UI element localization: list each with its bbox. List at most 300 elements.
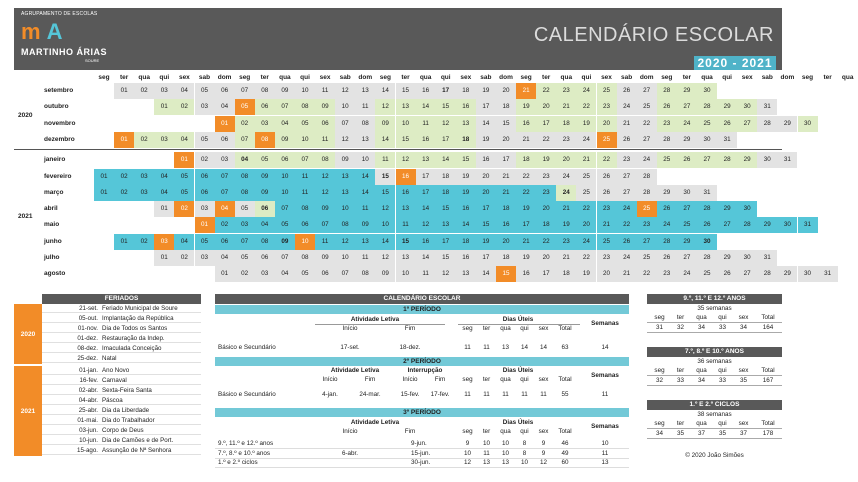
- day-cell: 21: [617, 266, 637, 282]
- weekday-header: qua: [701, 74, 713, 81]
- day-cell: 15: [456, 152, 476, 168]
- day-cell: 02: [174, 201, 194, 217]
- end-date: 9-jun.: [411, 440, 427, 447]
- day-cell: 25: [697, 116, 717, 132]
- day-cell: 13: [436, 217, 456, 233]
- weeks-header-cell: qui: [718, 314, 727, 321]
- end-label: Fim: [364, 376, 376, 383]
- weeks-value-cell: 178: [762, 430, 774, 437]
- weekday-header: sab: [198, 74, 211, 81]
- weeks-value-cell: 37: [739, 430, 747, 437]
- period-title: 2º PERÍODO: [215, 357, 629, 366]
- day-cell: 10: [355, 152, 375, 168]
- day-cell: 22: [576, 99, 596, 115]
- start-label: Início: [322, 376, 338, 383]
- year-label: 2020: [18, 111, 33, 119]
- day-cell: 23: [657, 116, 677, 132]
- day-cell: 30: [798, 116, 818, 132]
- day-cell: 14: [416, 99, 436, 115]
- day-cell: 28: [737, 217, 757, 233]
- day-cell: 15: [396, 132, 416, 148]
- day-cell: 02: [235, 266, 255, 282]
- weekday-label: ter: [482, 325, 491, 332]
- holiday-name: Dia de Todos os Santos: [102, 325, 168, 332]
- day-cell: 14: [416, 201, 436, 217]
- day-cell: 17: [436, 83, 456, 99]
- end-date: 15-jun.: [411, 449, 431, 457]
- day-cell: 26: [677, 152, 697, 168]
- day-cell: 25: [657, 152, 677, 168]
- month-row: [14, 266, 832, 282]
- holiday-row: [42, 376, 201, 385]
- day-cell: 22: [617, 217, 637, 233]
- holiday-name: Dia da Liberdade: [102, 407, 150, 414]
- day-cell: 02: [215, 217, 235, 233]
- day-cell: 10: [396, 266, 416, 282]
- calendar-grid: [14, 72, 854, 284]
- day-cell: 14: [436, 152, 456, 168]
- day-cell: 10: [375, 217, 395, 233]
- total-label: Total: [558, 325, 572, 332]
- day-cell: 26: [617, 83, 637, 99]
- day-cell: 07: [315, 217, 335, 233]
- weekday-count: 14: [539, 344, 547, 351]
- day-cell: 26: [717, 266, 737, 282]
- weeks-value-cell: 164: [762, 324, 774, 331]
- day-cell: 10: [295, 83, 315, 99]
- day-cell: 03: [255, 266, 275, 282]
- weeks-total: 35 semanas: [697, 305, 732, 312]
- holiday-date: 01-mai.: [77, 417, 98, 424]
- day-cell: 29: [677, 83, 697, 99]
- day-cell: 18: [516, 152, 536, 168]
- day-cell: 17: [476, 201, 496, 217]
- holiday-name: Ano Novo: [102, 367, 130, 374]
- day-cell: 02: [114, 185, 134, 201]
- day-cell: 16: [416, 83, 436, 99]
- day-cell: 15: [436, 99, 456, 115]
- weekday-count: 9: [541, 449, 546, 457]
- day-cell: 25: [597, 234, 617, 250]
- total-days: 46: [561, 440, 569, 447]
- day-cell: 28: [637, 185, 657, 201]
- day-cell: 19: [476, 132, 496, 148]
- weekday-count: 11: [502, 391, 509, 398]
- day-cell: 10: [275, 185, 295, 201]
- day-cell: 06: [315, 266, 335, 282]
- day-cell: 22: [536, 234, 556, 250]
- day-cell: 25: [597, 83, 617, 99]
- weekday-count: 11: [483, 391, 490, 398]
- weeks-header-cell: ter: [676, 367, 685, 374]
- day-cell: 31: [798, 217, 818, 233]
- day-cell: 15: [396, 234, 416, 250]
- divider: [647, 428, 782, 429]
- day-cell: 09: [375, 116, 395, 132]
- period-label: 9.º, 11.º e 12.º anos: [218, 440, 274, 447]
- day-cell: 01: [154, 201, 174, 217]
- weekday-label: seg: [462, 325, 473, 332]
- day-cell: 03: [134, 185, 154, 201]
- day-cell: 16: [456, 99, 476, 115]
- weekday-header: ter: [260, 74, 269, 81]
- copyright: © 2020 João Simões: [685, 452, 744, 459]
- weeks-value-cell: 35: [676, 430, 684, 437]
- day-cell: 08: [235, 185, 255, 201]
- day-cell: 12: [436, 266, 456, 282]
- day-cell: 06: [215, 132, 235, 148]
- day-cell: 19: [536, 152, 556, 168]
- day-cell: 28: [657, 234, 677, 250]
- day-cell: 13: [396, 201, 416, 217]
- day-cell: 17: [436, 234, 456, 250]
- day-cell: 17: [516, 217, 536, 233]
- day-cell: 05: [295, 116, 315, 132]
- business-days-header: Dias Úteis: [502, 419, 534, 426]
- day-cell: 08: [335, 217, 355, 233]
- holiday-row: [42, 334, 201, 343]
- day-cell: 27: [737, 116, 757, 132]
- weekday-header: sab: [480, 74, 492, 81]
- weekday-header: seg: [239, 74, 251, 81]
- day-cell: 16: [416, 234, 436, 250]
- day-cell: 08: [315, 152, 335, 168]
- weekday-count: 12: [463, 459, 471, 466]
- day-cell: 11: [295, 185, 315, 201]
- school-calendar-title: CALENDÁRIO ESCOLAR: [215, 294, 629, 304]
- holiday-row: [42, 426, 201, 435]
- day-cell: 20: [476, 185, 496, 201]
- weeks-header: Semanas: [591, 423, 619, 430]
- day-cell: 01: [114, 132, 134, 148]
- weekday-header: sex: [319, 74, 331, 81]
- weeks-total: 36 semanas: [697, 358, 732, 365]
- day-cell: 20: [496, 234, 516, 250]
- month-row: [14, 201, 782, 217]
- weeks-value-cell: 34: [739, 324, 747, 331]
- weekday-header: qua: [841, 74, 854, 81]
- day-cell: 02: [134, 83, 154, 99]
- day-cell: 25: [637, 250, 657, 266]
- day-cell: 04: [235, 152, 255, 168]
- month-label: junho: [44, 237, 62, 245]
- day-cell: 24: [657, 217, 677, 233]
- day-cell: 13: [416, 152, 436, 168]
- day-cell: 17: [476, 99, 496, 115]
- day-cell: 05: [174, 169, 194, 185]
- business-days-header: Dias Úteis: [502, 316, 534, 323]
- day-cell: 03: [215, 152, 235, 168]
- day-cell: 22: [637, 266, 657, 282]
- holiday-date: 15-ago.: [77, 447, 98, 454]
- weekday-header: qua: [279, 74, 291, 81]
- holiday-date: 01-jan.: [79, 367, 98, 374]
- weeks-header-cell: Total: [761, 314, 775, 321]
- day-cell: 11: [355, 250, 375, 266]
- day-cell: 24: [677, 266, 697, 282]
- period-title: 1º PERÍODO: [215, 305, 629, 314]
- day-cell: 18: [456, 132, 476, 148]
- day-cell: 01: [174, 152, 194, 168]
- weeks-value-cell: 35: [739, 377, 747, 384]
- holiday-name: Imaculada Conceição: [102, 345, 162, 352]
- day-cell: 12: [436, 116, 456, 132]
- day-cell: 06: [195, 185, 215, 201]
- day-cell: 04: [215, 99, 235, 115]
- weekday-count: 10: [501, 449, 509, 457]
- day-cell: 19: [476, 234, 496, 250]
- holiday-row: [42, 344, 201, 353]
- year-label: 2021: [18, 213, 33, 221]
- weeks-value-cell: 35: [718, 430, 726, 437]
- weekday-count: 10: [520, 459, 528, 466]
- day-cell: 09: [375, 266, 395, 282]
- holiday-row: [42, 436, 201, 445]
- day-cell: 04: [275, 116, 295, 132]
- holiday-date: 10-jun.: [79, 437, 98, 444]
- day-cell: 21: [576, 152, 596, 168]
- business-days-header: Dias Úteis: [502, 367, 534, 374]
- day-cell: 25: [697, 266, 717, 282]
- month-row: [14, 132, 782, 148]
- day-cell: 07: [295, 152, 315, 168]
- day-cell: 11: [375, 152, 395, 168]
- holiday-row: [42, 324, 201, 333]
- total-days: 60: [561, 459, 569, 466]
- weeks-value-cell: 34: [697, 324, 705, 331]
- day-cell: 29: [737, 152, 757, 168]
- day-cell: 26: [617, 234, 637, 250]
- day-cell: 09: [275, 83, 295, 99]
- day-cell: 16: [496, 217, 516, 233]
- holiday-name: Restauração da Indep.: [102, 335, 165, 342]
- weeks-value-cell: 34: [697, 377, 705, 384]
- weekday-header: dom: [358, 74, 373, 81]
- row-divider: [215, 467, 629, 468]
- day-cell: 16: [456, 250, 476, 266]
- weekday-header: dom: [499, 74, 513, 81]
- day-cell: 18: [496, 201, 516, 217]
- start-date: 6-abr.: [341, 450, 359, 457]
- holiday-date: 08-dez.: [77, 345, 98, 352]
- day-cell: 01: [114, 234, 134, 250]
- day-cell: 13: [456, 116, 476, 132]
- weekday-count: 11: [521, 391, 528, 398]
- day-cell: 07: [275, 99, 295, 115]
- day-cell: 28: [657, 132, 677, 148]
- day-cell: 21: [496, 169, 516, 185]
- day-cell: 28: [717, 152, 737, 168]
- weeks-block: [647, 347, 782, 395]
- day-cell: 23: [597, 201, 617, 217]
- day-cell: 19: [456, 185, 476, 201]
- day-cell: 10: [295, 234, 315, 250]
- weeks-count: 13: [601, 459, 609, 466]
- day-cell: 14: [456, 217, 476, 233]
- day-cell: 27: [617, 185, 637, 201]
- divider: [458, 324, 580, 325]
- day-cell: 11: [396, 217, 416, 233]
- day-cell: 02: [174, 99, 194, 115]
- weekday-count: 13: [501, 459, 509, 466]
- logo-sub: SOURE: [85, 58, 100, 63]
- day-cell: 03: [235, 217, 255, 233]
- holiday-name: Sexta-Feira Santa: [102, 387, 152, 394]
- day-cell: 14: [355, 169, 375, 185]
- holiday-row: [42, 406, 201, 415]
- day-cell: 12: [375, 201, 395, 217]
- day-cell: 30: [697, 234, 717, 250]
- day-cell: 15: [396, 83, 416, 99]
- day-cell: 17: [536, 116, 556, 132]
- weeks-total: 38 semanas: [697, 411, 732, 418]
- weekday-header: sab: [761, 74, 773, 81]
- month-label: novembro: [44, 119, 76, 127]
- divider: [647, 322, 782, 323]
- end-label: Fim: [434, 376, 446, 383]
- day-cell: 13: [396, 250, 416, 266]
- interruption-end: 17-fev.: [430, 391, 450, 398]
- day-cell: 26: [617, 132, 637, 148]
- day-cell: 20: [536, 99, 556, 115]
- day-cell: 15: [375, 169, 395, 185]
- holiday-name: Carnaval: [102, 377, 127, 384]
- weekday-header: qui: [440, 74, 451, 81]
- weeks-value-cell: 167: [762, 377, 774, 384]
- day-cell: 08: [295, 99, 315, 115]
- holiday-group: [14, 304, 201, 364]
- weekday-label: ter: [482, 376, 491, 383]
- start-label: Início: [402, 376, 418, 383]
- header-banner: [14, 8, 782, 70]
- period-title: 3º PERÍODO: [215, 408, 629, 417]
- day-cell: 18: [436, 169, 456, 185]
- day-cell: 26: [717, 116, 737, 132]
- day-cell: 06: [315, 116, 335, 132]
- weekday-header: qui: [581, 74, 592, 81]
- day-cell: 28: [697, 99, 717, 115]
- month-row: [14, 116, 811, 132]
- day-cell: 27: [697, 152, 717, 168]
- day-cell: 21: [496, 185, 516, 201]
- day-cell: 15: [496, 116, 516, 132]
- weeks-count: 14: [601, 344, 609, 351]
- holiday-row: [42, 416, 201, 425]
- weekday-label: qua: [500, 428, 511, 435]
- period-label: Básico e Secundário: [218, 391, 276, 398]
- weekday-header: dom: [639, 74, 654, 81]
- weekday-label: sex: [538, 376, 549, 383]
- start-label: Início: [342, 428, 358, 435]
- interruption-header: Interrupção: [407, 367, 443, 374]
- day-cell: 19: [476, 83, 496, 99]
- weekday-header: qua: [138, 74, 150, 81]
- day-cell: 19: [576, 266, 596, 282]
- holiday-date: 02-abr.: [78, 387, 98, 394]
- day-cell: 06: [275, 152, 295, 168]
- day-cell: 06: [255, 250, 275, 266]
- day-cell: 04: [255, 217, 275, 233]
- day-cell: 25: [677, 217, 697, 233]
- day-cell: 25: [637, 99, 657, 115]
- day-cell: 05: [255, 152, 275, 168]
- day-cell: 03: [195, 99, 215, 115]
- holiday-date: 05-out.: [78, 315, 98, 322]
- day-cell: 20: [597, 116, 617, 132]
- day-cell: 28: [757, 266, 777, 282]
- weekday-header: sex: [601, 74, 612, 81]
- weeks-header-cell: seg: [654, 314, 665, 321]
- school-calendar-panel: [215, 294, 629, 470]
- day-cell: 04: [215, 201, 235, 217]
- day-cell: 01: [195, 217, 215, 233]
- day-cell: 29: [677, 132, 697, 148]
- day-cell: 24: [576, 83, 596, 99]
- day-cell: 12: [315, 169, 335, 185]
- holiday-date: 25-abr.: [78, 407, 98, 414]
- day-cell: 27: [637, 132, 657, 148]
- weeks-value-cell: 32: [676, 324, 684, 331]
- logo-caption: AGRUPAMENTO DE ESCOLAS: [21, 11, 98, 17]
- day-cell: 26: [597, 169, 617, 185]
- day-cell: 24: [556, 169, 576, 185]
- divider: [647, 332, 782, 333]
- holiday-name: Páscoa: [102, 397, 123, 404]
- day-cell: 02: [114, 169, 134, 185]
- weeks-header-cell: ter: [676, 420, 685, 427]
- day-cell: 03: [134, 169, 154, 185]
- day-cell: 27: [677, 201, 697, 217]
- month-row: [14, 83, 782, 99]
- day-cell: 10: [335, 99, 355, 115]
- day-cell: 16: [516, 266, 536, 282]
- logo-letter-a: A: [46, 19, 63, 44]
- weekday-count: 9: [541, 440, 546, 447]
- day-cell: 19: [516, 250, 536, 266]
- day-cell: 09: [315, 99, 335, 115]
- weekday-count: 11: [464, 391, 471, 398]
- day-cell: 30: [777, 217, 797, 233]
- day-cell: 21: [556, 201, 576, 217]
- weekday-header: sex: [178, 74, 190, 81]
- end-date: 24-mar.: [359, 391, 381, 398]
- day-cell: 17: [476, 250, 496, 266]
- holiday-date: 16-fev.: [79, 377, 98, 384]
- day-cell: 04: [215, 250, 235, 266]
- end-date: 18-dez.: [399, 344, 421, 351]
- weeks-header-cell: qua: [696, 314, 707, 321]
- day-cell: 05: [195, 83, 215, 99]
- day-cell: 09: [275, 234, 295, 250]
- day-cell: 24: [576, 234, 596, 250]
- day-cell: 17: [416, 185, 436, 201]
- day-cell: 27: [637, 234, 657, 250]
- weekday-header: ter: [823, 74, 832, 81]
- day-cell: 23: [556, 234, 576, 250]
- weekday-count: 8: [522, 449, 527, 457]
- day-cell: 25: [576, 185, 596, 201]
- day-cell: 19: [516, 99, 536, 115]
- day-cell: 18: [496, 250, 516, 266]
- day-cell: 25: [637, 201, 657, 217]
- day-cell: 07: [335, 116, 355, 132]
- weeks-count: 11: [601, 449, 609, 457]
- day-cell: 14: [416, 250, 436, 266]
- day-cell: 04: [275, 266, 295, 282]
- day-cell: 01: [154, 250, 174, 266]
- weekday-label: qui: [520, 376, 529, 383]
- day-cell: 29: [757, 217, 777, 233]
